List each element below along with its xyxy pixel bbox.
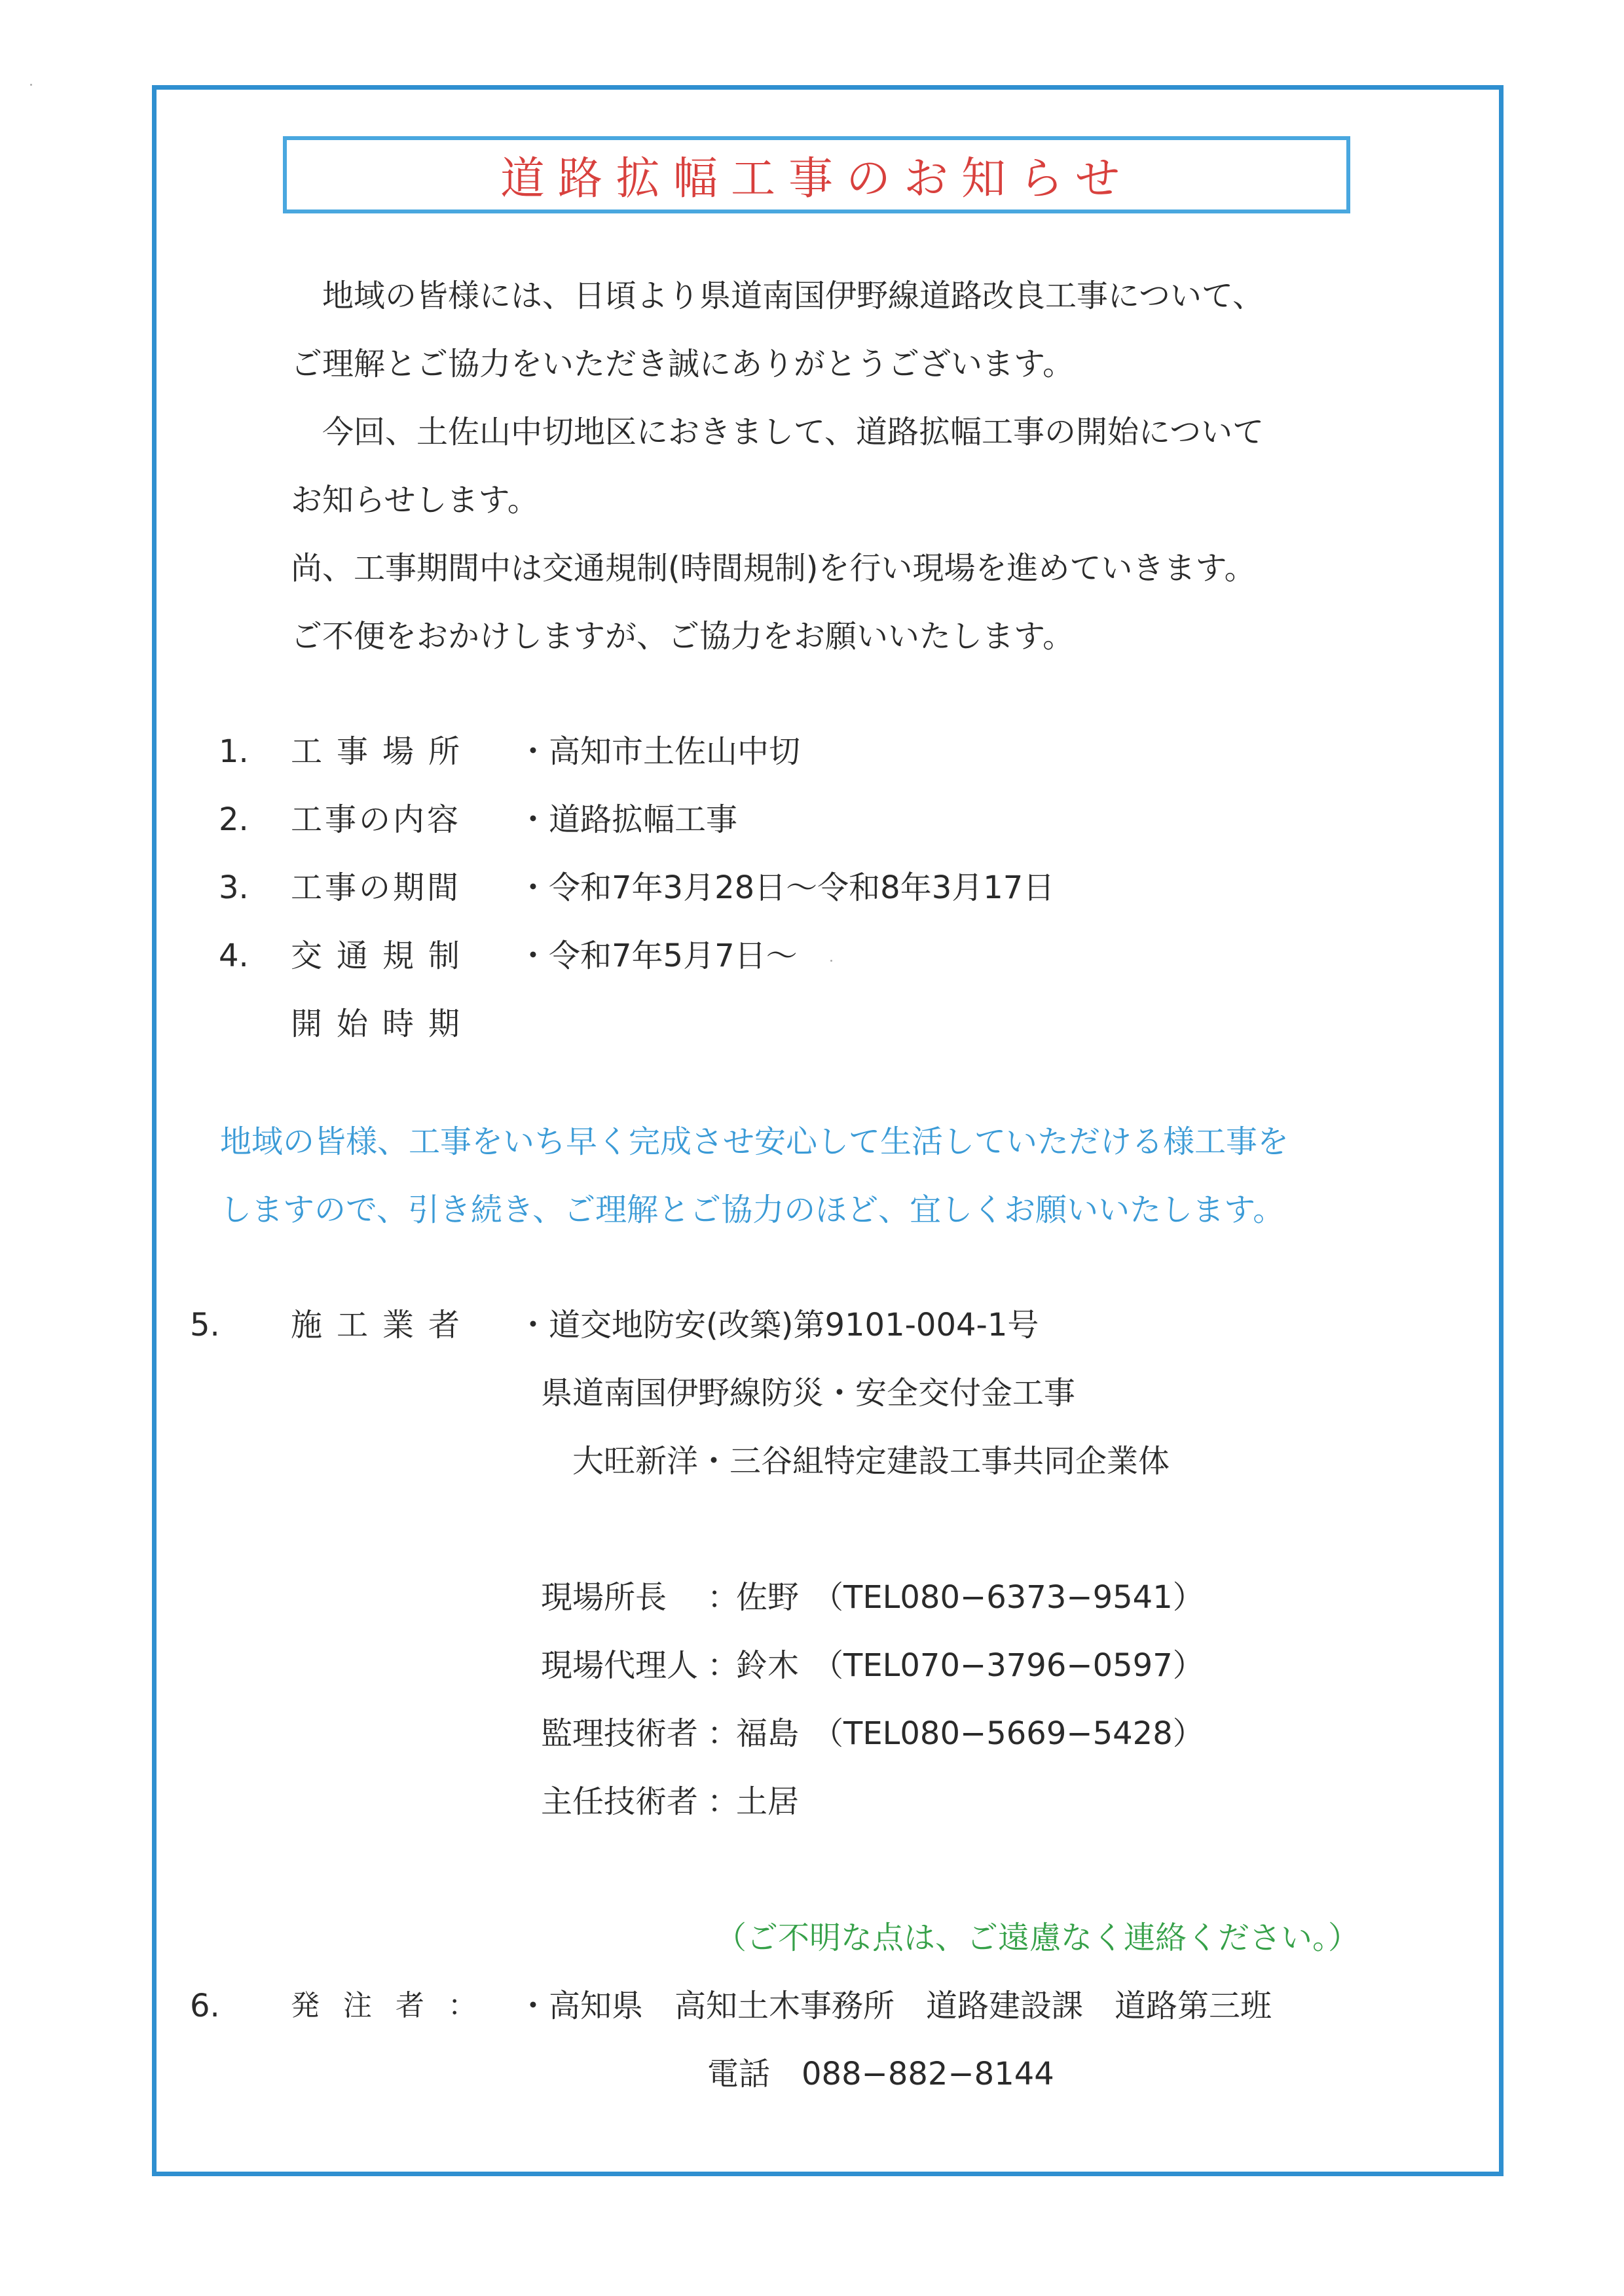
item-4-label: 交通規制 — [291, 938, 475, 974]
intro-line-2: ご理解とご協力をいただき誠にありがとうございます。 — [291, 346, 1075, 382]
title-box — [283, 136, 1350, 213]
contact-note: （ご不明な点は、ご遠慮なく連絡ください。） — [715, 1920, 1360, 1956]
message-line-2: しますので、引き続き、ご理解とご協力のほど、宜しくお願いいたします。 — [220, 1192, 1285, 1228]
item-4-value: ・令和7年5月7日～ — [517, 938, 798, 974]
item-2-value: ・道路拡幅工事 — [517, 801, 738, 838]
message-line-1: 地域の皆様、工事をいち早く完成させ安心して生活していただける様工事を — [220, 1123, 1289, 1160]
item-2-number: 2. — [219, 801, 249, 838]
staff-role-2: 現場代理人 — [541, 1647, 699, 1684]
staff-sep-2: ： — [707, 1647, 739, 1684]
item-3-label: 工事の期間 — [291, 869, 462, 906]
staff-sep-4: ： — [707, 1783, 739, 1820]
intro-line-5: 尚、工事期間中は交通規制(時間規制)を行い現場を進めていきます。 — [291, 550, 1256, 587]
item-2-label: 工事の内容 — [291, 801, 462, 838]
staff-sep-3: ： — [707, 1715, 739, 1752]
staff-role-1: 現場所長 — [541, 1579, 667, 1616]
item-3-value: ・令和7年3月28日～令和8年3月17日 — [517, 869, 1055, 906]
orderer-label: 発注者： — [291, 1989, 500, 2022]
item-4-label-line2: 開始時期 — [291, 1006, 475, 1042]
item-1-value: ・高知市土佐山中切 — [517, 733, 801, 770]
orderer-value: ・高知県 高知土木事務所 道路建設課 道路第三班 — [517, 1988, 1272, 2024]
staff-role-3: 監理技術者 — [541, 1715, 699, 1752]
staff-name-1: 佐野 — [736, 1579, 800, 1616]
staff-role-4: 主任技術者 — [541, 1783, 699, 1820]
staff-tel-2: （TEL070−3796−0597） — [812, 1647, 1204, 1684]
intro-line-6: ご不便をおかけしますが、ご協力をお願いいたします。 — [291, 618, 1075, 655]
item-4-number: 4. — [219, 938, 249, 974]
contractor-permit: ・道交地防安(改築)第9101-004-1号 — [517, 1307, 1039, 1343]
staff-name-3: 福島 — [736, 1715, 800, 1752]
contractor-number: 5. — [190, 1307, 220, 1343]
intro-line-3: 今回、土佐山中切地区におきまして、道路拡幅工事の開始について — [322, 414, 1264, 450]
contractor-project: 県道南国伊野線防災・安全交付金工事 — [541, 1375, 1076, 1412]
staff-sep-1: ： — [707, 1579, 739, 1616]
scan-speck — [830, 960, 832, 962]
intro-line-4: お知らせします。 — [291, 482, 539, 519]
intro-line-1: 地域の皆様には、日頃より県道南国伊野線道路改良工事について、 — [322, 278, 1264, 314]
staff-name-2: 鈴木 — [736, 1647, 800, 1684]
item-3-number: 3. — [219, 869, 249, 906]
staff-name-4: 土居 — [736, 1783, 800, 1820]
scan-speck — [30, 84, 32, 86]
item-1-label: 工事場所 — [291, 733, 475, 770]
item-1-number: 1. — [219, 733, 249, 770]
staff-tel-1: （TEL080−6373−9541） — [812, 1579, 1204, 1616]
staff-tel-3: （TEL080−5669−5428） — [812, 1715, 1204, 1752]
orderer-number: 6. — [190, 1988, 220, 2024]
page-title: 道路拡幅工事のお知らせ — [500, 153, 1133, 205]
contractor-company: 大旺新洋・三谷組特定建設工事共同企業体 — [572, 1443, 1170, 1480]
contractor-label: 施工業者 — [291, 1307, 475, 1343]
orderer-phone: 電話 088−882−8144 — [707, 2056, 1054, 2092]
